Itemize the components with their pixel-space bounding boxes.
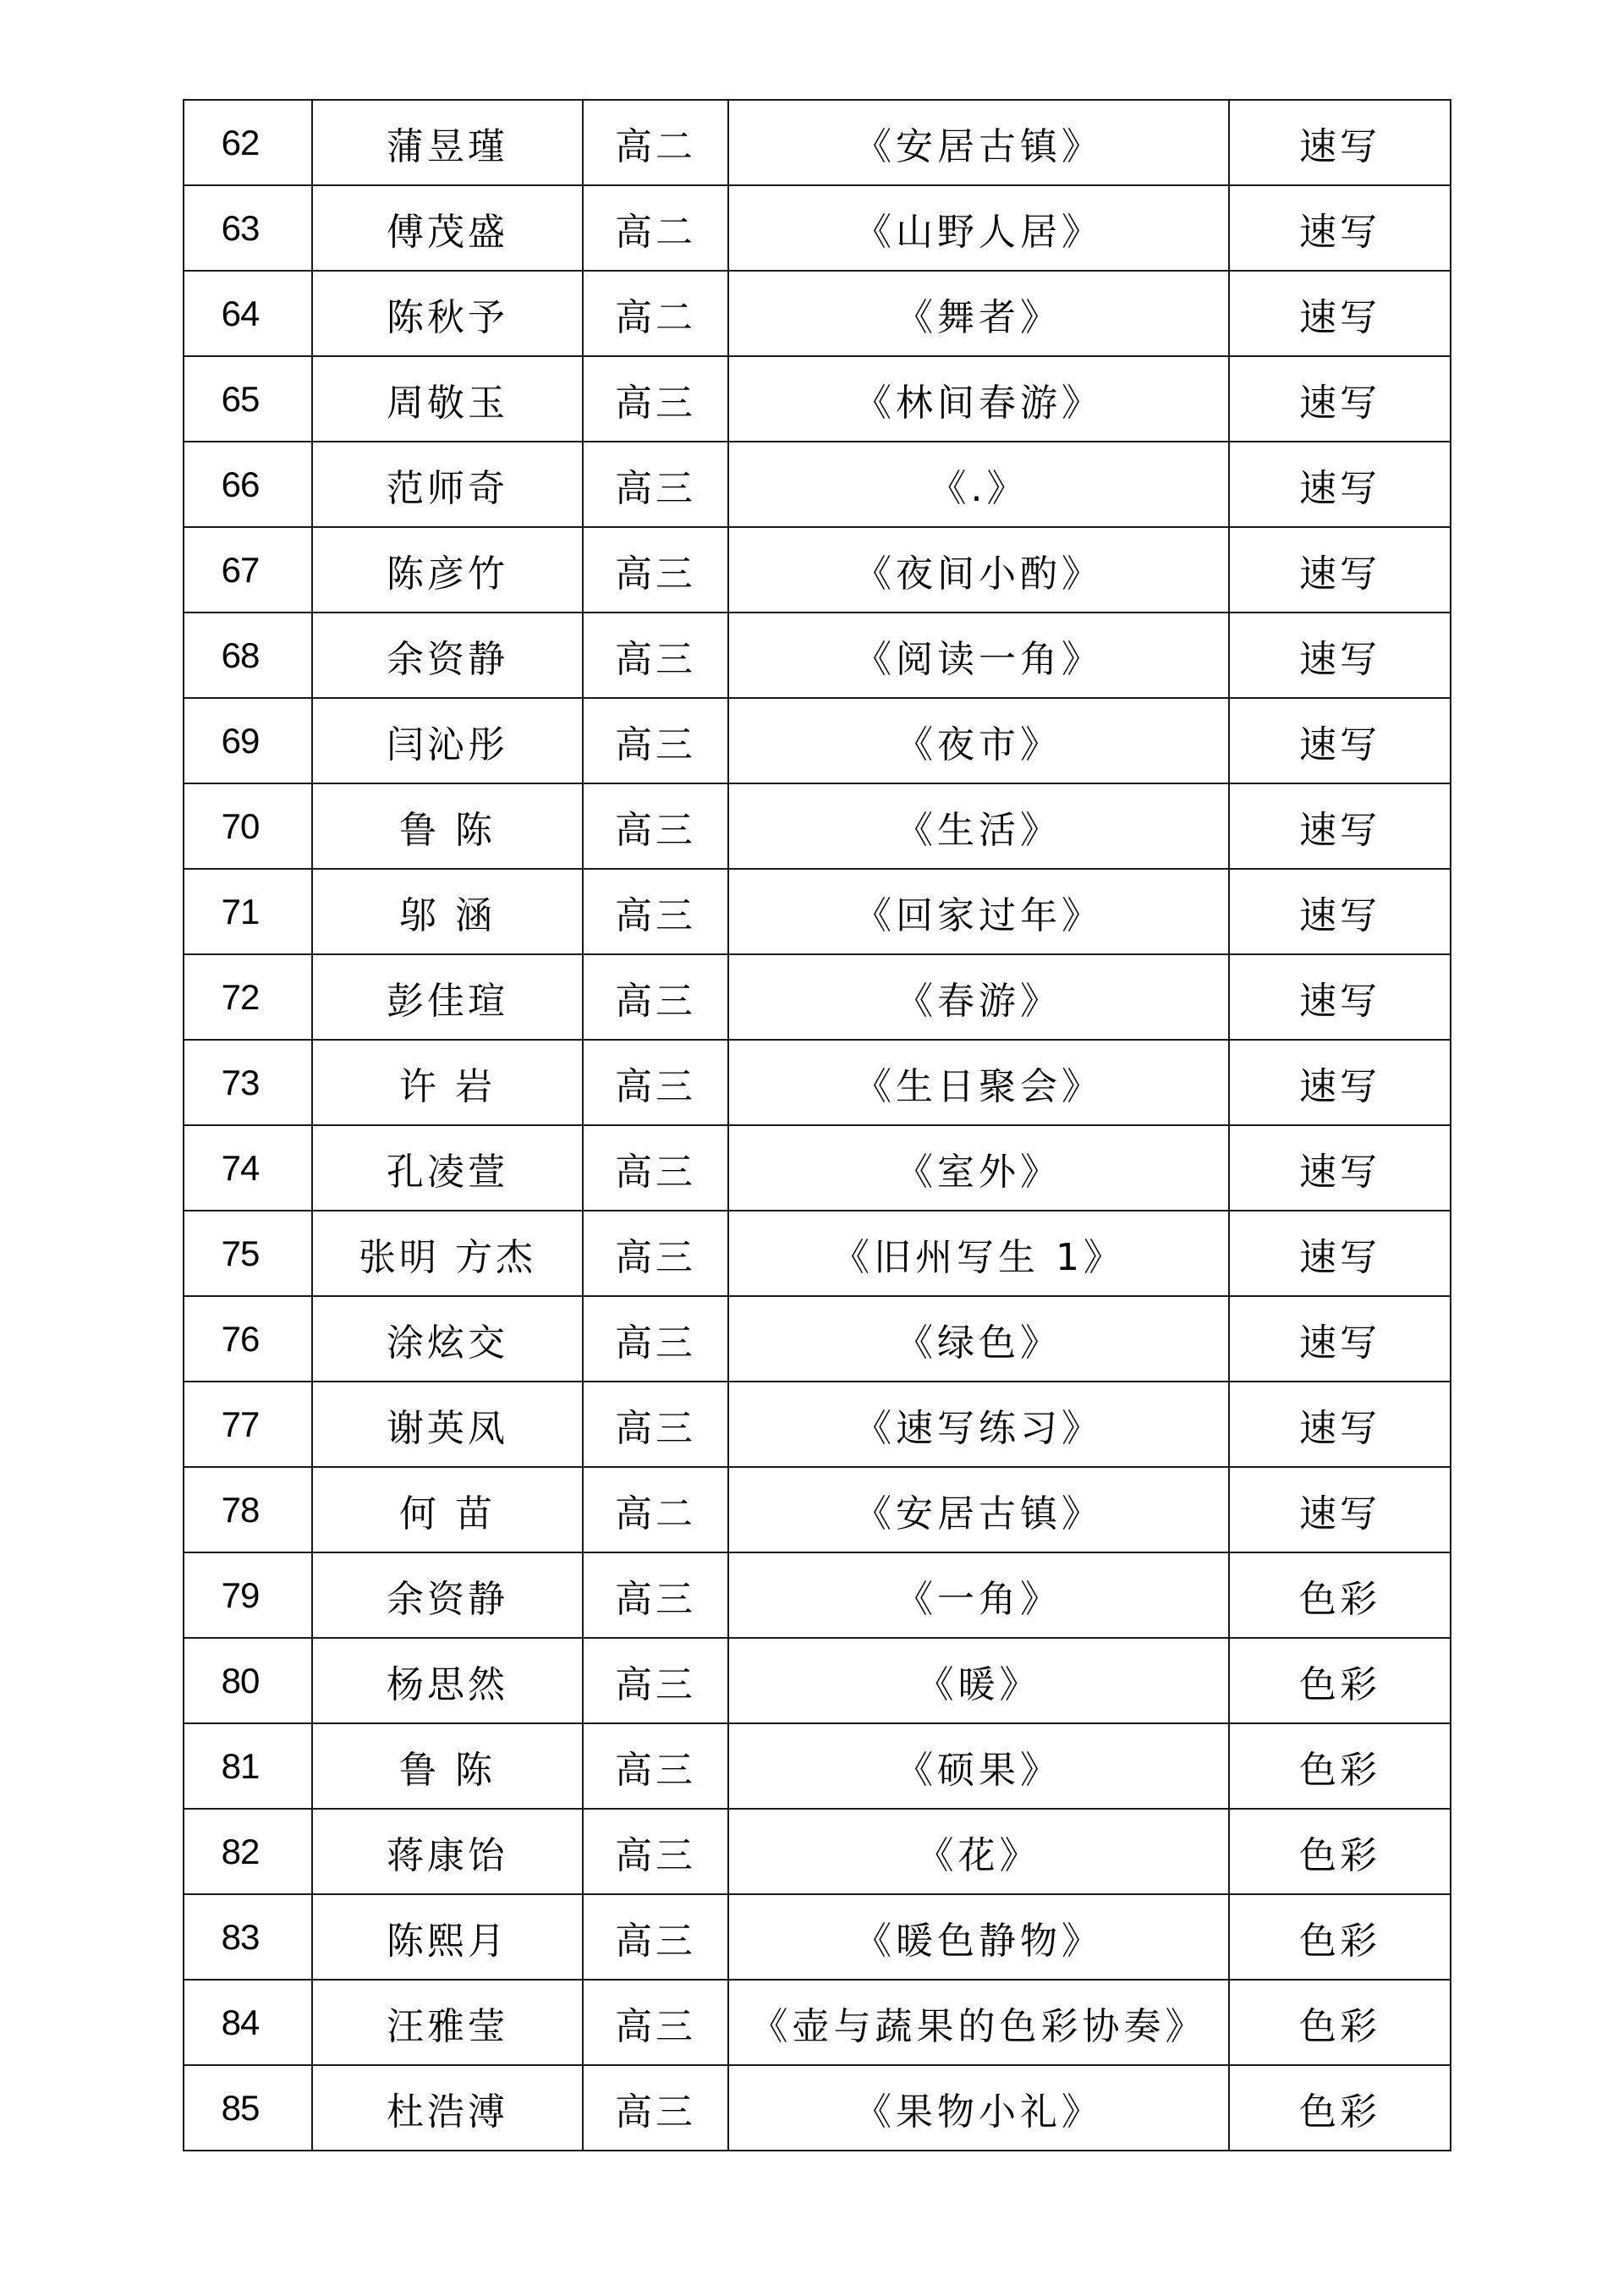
student-name-cell: 范师奇 (312, 442, 583, 527)
artwork-title-cell: 《林间春游》 (728, 356, 1229, 442)
entry-number-cell: 70 (184, 783, 312, 869)
entry-number-cell: 67 (184, 527, 312, 613)
table-row (184, 185, 1451, 271)
student-name-cell: 杜浩溥 (312, 2065, 583, 2151)
student-name-cell: 周敬玉 (312, 356, 583, 442)
student-name-cell: 蒲昱瑾 (312, 100, 583, 185)
table-row (184, 954, 1451, 1040)
artwork-title-cell: 《室外》 (728, 1125, 1229, 1211)
entry-number-cell: 69 (184, 698, 312, 783)
grade-cell: 高二 (583, 185, 728, 271)
category-cell: 速写 (1229, 442, 1451, 527)
category-cell: 速写 (1229, 1467, 1451, 1552)
category-cell: 色彩 (1229, 1552, 1451, 1638)
artwork-title-cell: 《夜市》 (728, 698, 1229, 783)
grade-cell: 高三 (583, 613, 728, 698)
student-name-cell: 孔凌萱 (312, 1125, 583, 1211)
grade-cell: 高二 (583, 100, 728, 185)
category-cell: 色彩 (1229, 1894, 1451, 1980)
entry-number-cell: 65 (184, 356, 312, 442)
student-name-cell: 何 苗 (312, 1467, 583, 1552)
grade-cell: 高三 (583, 1809, 728, 1894)
table-row (184, 1296, 1451, 1382)
entries-table-body (184, 100, 1451, 2151)
student-name-cell: 鲁 陈 (312, 1723, 583, 1809)
artwork-title-cell: 《硕果》 (728, 1723, 1229, 1809)
student-name-cell: 杨思然 (312, 1638, 583, 1723)
grade-cell: 高三 (583, 1894, 728, 1980)
category-cell: 色彩 (1229, 1980, 1451, 2065)
artwork-title-cell: 《夜间小酌》 (728, 527, 1229, 613)
entry-number-cell: 81 (184, 1723, 312, 1809)
table-row (184, 2065, 1451, 2151)
entry-number-cell: 85 (184, 2065, 312, 2151)
category-cell: 速写 (1229, 613, 1451, 698)
grade-cell: 高三 (583, 1552, 728, 1638)
artwork-title-cell: 《回家过年》 (728, 869, 1229, 954)
table-row (184, 1552, 1451, 1638)
entry-number-cell: 82 (184, 1809, 312, 1894)
table-row (184, 271, 1451, 356)
grade-cell: 高三 (583, 1125, 728, 1211)
category-cell: 速写 (1229, 271, 1451, 356)
category-cell: 速写 (1229, 100, 1451, 185)
grade-cell: 高三 (583, 783, 728, 869)
table-row (184, 698, 1451, 783)
grade-cell: 高三 (583, 1723, 728, 1809)
artwork-title-cell: 《果物小礼》 (728, 2065, 1229, 2151)
artwork-title-cell: 《阅读一角》 (728, 613, 1229, 698)
table-row (184, 1382, 1451, 1467)
grade-cell: 高三 (583, 1040, 728, 1125)
artwork-title-cell: 《绿色》 (728, 1296, 1229, 1382)
student-name-cell: 张明 方杰 (312, 1211, 583, 1296)
entry-number-cell: 78 (184, 1467, 312, 1552)
entry-number-cell: 75 (184, 1211, 312, 1296)
entry-number-cell: 68 (184, 613, 312, 698)
student-name-cell: 许 岩 (312, 1040, 583, 1125)
entry-number-cell: 62 (184, 100, 312, 185)
artwork-title-cell: 《安居古镇》 (728, 100, 1229, 185)
student-name-cell: 陈熙月 (312, 1894, 583, 1980)
table-row (184, 783, 1451, 869)
table-row (184, 1723, 1451, 1809)
table-row (184, 869, 1451, 954)
table-row (184, 1211, 1451, 1296)
entry-number-cell: 76 (184, 1296, 312, 1382)
grade-cell: 高三 (583, 1638, 728, 1723)
artwork-title-cell: 《暖》 (728, 1638, 1229, 1723)
category-cell: 速写 (1229, 1040, 1451, 1125)
artwork-title-cell: 《春游》 (728, 954, 1229, 1040)
category-cell: 速写 (1229, 1211, 1451, 1296)
category-cell: 速写 (1229, 1296, 1451, 1382)
grade-cell: 高三 (583, 356, 728, 442)
student-name-cell: 傅茂盛 (312, 185, 583, 271)
grade-cell: 高三 (583, 442, 728, 527)
student-name-cell: 彭佳瑄 (312, 954, 583, 1040)
grade-cell: 高二 (583, 1467, 728, 1552)
table-row (184, 1040, 1451, 1125)
category-cell: 色彩 (1229, 1638, 1451, 1723)
grade-cell: 高三 (583, 1980, 728, 2065)
table-row (184, 356, 1451, 442)
artwork-title-cell: 《旧州写生 1》 (728, 1211, 1229, 1296)
artwork-title-cell: 《生日聚会》 (728, 1040, 1229, 1125)
grade-cell: 高三 (583, 869, 728, 954)
table-row (184, 1980, 1451, 2065)
category-cell: 色彩 (1229, 1809, 1451, 1894)
entry-number-cell: 66 (184, 442, 312, 527)
category-cell: 色彩 (1229, 1723, 1451, 1809)
grade-cell: 高三 (583, 954, 728, 1040)
category-cell: 速写 (1229, 1125, 1451, 1211)
grade-cell: 高三 (583, 527, 728, 613)
student-name-cell: 谢英凤 (312, 1382, 583, 1467)
artwork-title-cell: 《速写练习》 (728, 1382, 1229, 1467)
student-name-cell: 蒋康饴 (312, 1809, 583, 1894)
category-cell: 速写 (1229, 185, 1451, 271)
student-name-cell: 涂炫交 (312, 1296, 583, 1382)
category-cell: 速写 (1229, 698, 1451, 783)
entry-number-cell: 77 (184, 1382, 312, 1467)
grade-cell: 高二 (583, 271, 728, 356)
artwork-title-cell: 《安居古镇》 (728, 1467, 1229, 1552)
table-row (184, 442, 1451, 527)
entry-number-cell: 83 (184, 1894, 312, 1980)
category-cell: 速写 (1229, 869, 1451, 954)
artwork-title-cell: 《舞者》 (728, 271, 1229, 356)
grade-cell: 高三 (583, 1211, 728, 1296)
student-name-cell: 闫沁彤 (312, 698, 583, 783)
artwork-title-cell: 《.》 (728, 442, 1229, 527)
entries-table (183, 99, 1451, 2151)
student-name-cell: 邬 涵 (312, 869, 583, 954)
entry-number-cell: 72 (184, 954, 312, 1040)
student-name-cell: 余资静 (312, 1552, 583, 1638)
grade-cell: 高三 (583, 698, 728, 783)
artwork-title-cell: 《花》 (728, 1809, 1229, 1894)
artwork-title-cell: 《暖色静物》 (728, 1894, 1229, 1980)
table-row (184, 100, 1451, 185)
entry-number-cell: 79 (184, 1552, 312, 1638)
table-row (184, 1467, 1451, 1552)
student-name-cell: 鲁 陈 (312, 783, 583, 869)
entry-number-cell: 63 (184, 185, 312, 271)
entry-number-cell: 71 (184, 869, 312, 954)
artwork-title-cell: 《一角》 (728, 1552, 1229, 1638)
category-cell: 速写 (1229, 1382, 1451, 1467)
artwork-title-cell: 《山野人居》 (728, 185, 1229, 271)
table-row (184, 1638, 1451, 1723)
category-cell: 速写 (1229, 954, 1451, 1040)
category-cell: 速写 (1229, 783, 1451, 869)
table-row (184, 1894, 1451, 1980)
table-row (184, 1125, 1451, 1211)
table-row (184, 1809, 1451, 1894)
entry-number-cell: 80 (184, 1638, 312, 1723)
artwork-title-cell: 《生活》 (728, 783, 1229, 869)
grade-cell: 高三 (583, 1382, 728, 1467)
entry-number-cell: 74 (184, 1125, 312, 1211)
category-cell: 速写 (1229, 527, 1451, 613)
artwork-title-cell: 《壶与蔬果的色彩协奏》 (728, 1980, 1229, 2065)
category-cell: 色彩 (1229, 2065, 1451, 2151)
entry-number-cell: 73 (184, 1040, 312, 1125)
table-row (184, 527, 1451, 613)
category-cell: 速写 (1229, 356, 1451, 442)
grade-cell: 高三 (583, 1296, 728, 1382)
entry-number-cell: 64 (184, 271, 312, 356)
student-name-cell: 陈秋予 (312, 271, 583, 356)
document-page (183, 99, 1450, 2151)
student-name-cell: 汪雅莹 (312, 1980, 583, 2065)
table-row (184, 613, 1451, 698)
student-name-cell: 余资静 (312, 613, 583, 698)
entry-number-cell: 84 (184, 1980, 312, 2065)
grade-cell: 高三 (583, 2065, 728, 2151)
student-name-cell: 陈彦竹 (312, 527, 583, 613)
